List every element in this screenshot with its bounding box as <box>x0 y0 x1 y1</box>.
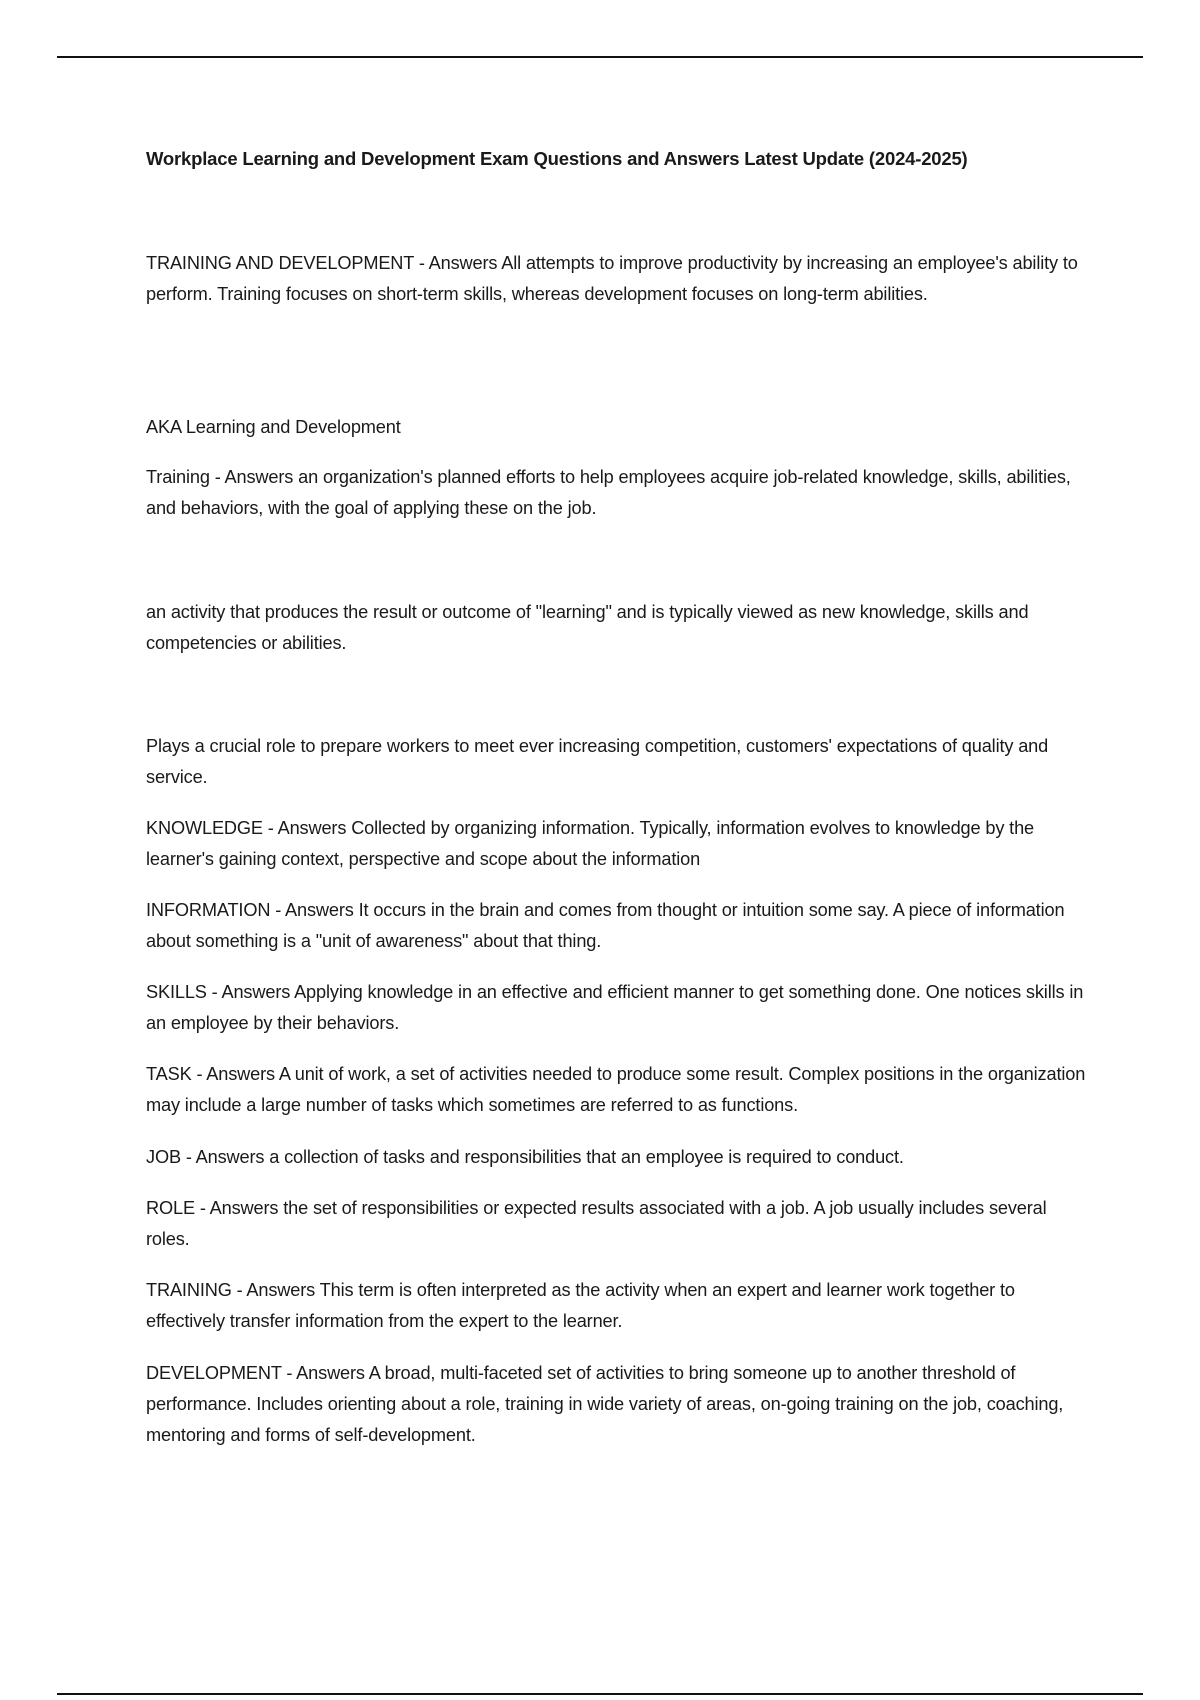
paragraph-aka: AKA Learning and Development <box>146 417 401 437</box>
paragraph-training-and-development: TRAINING AND DEVELOPMENT - Answers All attempts to improve productivity by increasing an employee's ability to perform. Training focuses on short-term skills, whereas development focuses on long-term abilities. <box>146 253 1078 304</box>
paragraph-knowledge: KNOWLEDGE - Answers Collected by organizing information. Typically, information evolves to knowledge by the learner's gaining context, perspective and scope about the information <box>146 818 1035 869</box>
paragraph-role: ROLE - Answers the set of responsibilities or expected results associated with a job. A job usually includes several roles. <box>146 1198 1047 1249</box>
paragraph-development: DEVELOPMENT - Answers A broad, multi-faceted set of activities to bring someone up to another threshold of performance. Includes orienting about a role, training in wide variety of areas, on-going training on the job, coaching, mentoring and forms of self-development. <box>146 1363 1064 1445</box>
paragraph-activity: an activity that produces the result or outcome of "learning" and is typically viewed as new knowledge, skills and competencies or abilities. <box>146 602 1029 653</box>
paragraph-job: JOB - Answers a collection of tasks and responsibilities that an employee is required to conduct. <box>146 1147 904 1167</box>
paragraph-training: Training - Answers an organization's planned efforts to help employees acquire job-related knowledge, skills, abilities, and behaviors, with the goal of applying these on the job. <box>146 467 1071 518</box>
top-divider <box>57 56 1143 58</box>
paragraph-skills: SKILLS - Answers Applying knowledge in an effective and efficient manner to get something done. One notices skills in an employee by their behaviors. <box>146 982 1084 1033</box>
paragraph-crucial-role: Plays a crucial role to prepare workers to meet ever increasing competition, customers' expectations of quality and service. <box>146 736 1049 787</box>
bottom-divider <box>57 1693 1143 1695</box>
paragraph-task: TASK - Answers A unit of work, a set of activities needed to produce some result. Complex positions in the organization may include a large number of tasks which sometimes are referred to as functions. <box>146 1064 1086 1115</box>
page-title: Workplace Learning and Development Exam Questions and Answers Latest Update (2024-2025) <box>146 148 968 169</box>
paragraph-training-definition: TRAINING - Answers This term is often interpreted as the activity when an expert and learner work together to effectively transfer information from the expert to the learner. <box>146 1280 1015 1331</box>
paragraph-information: INFORMATION - Answers It occurs in the brain and comes from thought or intuition some say. A piece of information about something is a "unit of awareness" about that thing. <box>146 900 1065 951</box>
